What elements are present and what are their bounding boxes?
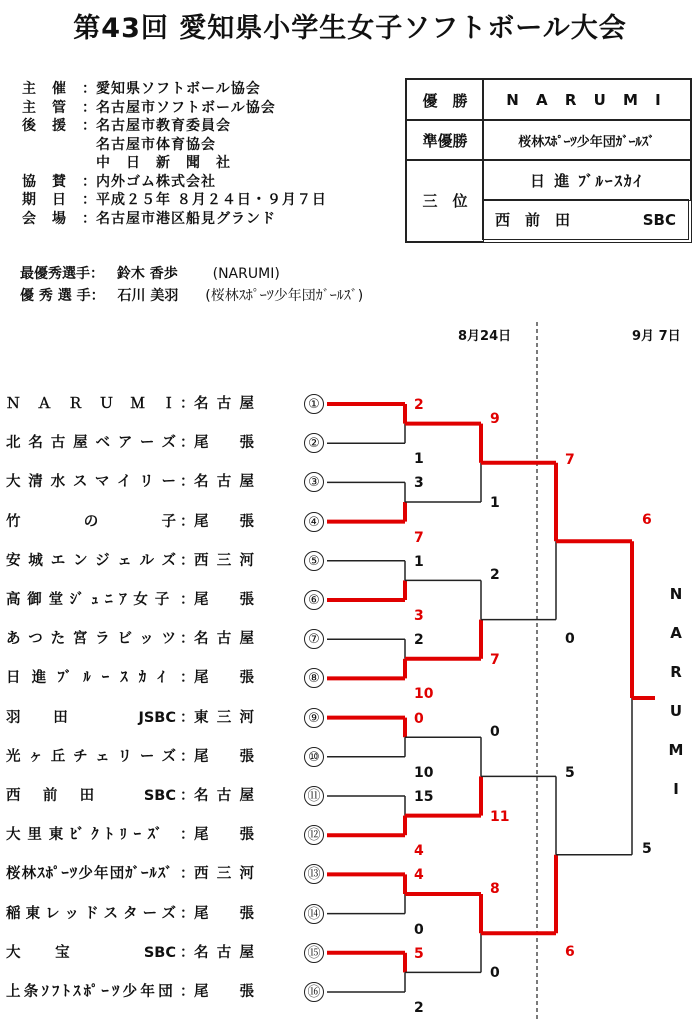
team-row xyxy=(6,786,254,806)
team-row xyxy=(6,943,254,963)
date-day2: 9月 7日 xyxy=(632,329,681,344)
team-name: 安城エンジェルズ xyxy=(6,552,176,569)
score-label: 3 xyxy=(414,608,424,624)
score-label: 0 xyxy=(414,921,424,938)
excellent-name: 石川 美羽 xyxy=(117,288,179,304)
score-label: 7 xyxy=(414,529,424,546)
team-name: 大清水スマイリー xyxy=(6,474,176,491)
seed-number: ② xyxy=(304,433,324,453)
team-name: 大里東ﾋﾞｸﾄﾘｰｽﾞ xyxy=(6,827,170,844)
info-separator: ： xyxy=(82,210,97,227)
team-name: ＮＡＲＵＭＩ xyxy=(6,396,176,412)
info-label: 協 賛 xyxy=(22,173,67,190)
team-region: 名古屋 xyxy=(194,396,254,412)
score-label: 1 xyxy=(414,451,424,468)
score-label: 7 xyxy=(490,651,500,668)
seed-number: ③ xyxy=(304,472,324,492)
team-row xyxy=(6,668,254,688)
team-name: 桜林ｽﾎﾟｰﾂ少年団ｶﾞｰﾙｽﾞ xyxy=(6,866,174,883)
page-title: 第43回 愛知県小学生女子ソフトボール大会 xyxy=(73,13,627,44)
score-label: 6 xyxy=(565,944,575,961)
seed-number: ⑯ xyxy=(304,982,324,1002)
team-name: 高御堂ｼﾞｭﾆｱ女子 xyxy=(6,592,176,608)
seed-number: ⑧ xyxy=(304,668,324,688)
score-label: 5 xyxy=(565,765,575,782)
winner-letter: N xyxy=(669,585,683,603)
team-region: 東三河 xyxy=(194,709,254,726)
team-colon: ： xyxy=(180,592,195,608)
runner-up-label: 準優勝 xyxy=(406,119,484,161)
runner-up-name: 桜林ｽﾎﾟｰﾂ少年団ｶﾞｰﾙｽﾞ xyxy=(482,119,691,161)
info-value: 内外ゴム株式会社 xyxy=(96,173,216,190)
score-label: 15 xyxy=(414,789,434,805)
mvp-name: 鈴木 香歩 xyxy=(116,266,178,282)
team-region: 名古屋 xyxy=(194,944,254,961)
team-colon: ： xyxy=(180,396,195,412)
team-name: 北名古屋ベアーズ xyxy=(6,435,176,452)
team-region: 尾張 xyxy=(194,513,254,530)
team-colon: ： xyxy=(180,631,195,648)
team-row xyxy=(6,551,254,571)
seed-number: ⑫ xyxy=(304,825,324,845)
score-label: 4 xyxy=(414,867,424,884)
info-label: 期 日 xyxy=(22,192,67,208)
team-name: 西前田 SBC xyxy=(6,788,176,804)
team-name: 上条ｿﾌﾄｽﾎﾟｰﾂ少年団 xyxy=(6,984,176,1000)
seed-number: ⑪ xyxy=(304,786,324,806)
team-colon: ： xyxy=(180,435,195,452)
info-value: 名古屋市体育協会 xyxy=(96,136,216,153)
team-colon: ： xyxy=(180,670,195,687)
seed-number: ① xyxy=(304,394,324,414)
team-colon: ： xyxy=(180,984,195,1000)
team-colon: ： xyxy=(180,944,195,961)
info-label: 会 場 xyxy=(22,210,67,227)
winner-letter: M xyxy=(668,741,684,759)
seed-number: ⑭ xyxy=(304,904,324,924)
seed-number: ⑨ xyxy=(304,708,324,728)
score-label: 10 xyxy=(414,764,434,781)
score-label: 4 xyxy=(414,843,424,860)
score-label: 2 xyxy=(414,397,424,413)
excellent-team: (桜林ｽﾎﾟｰﾂ少年団ｶﾞｰﾙｽﾞ) xyxy=(205,288,364,304)
score-label: 0 xyxy=(565,630,575,647)
team-name: 稲東レッドスターズ xyxy=(6,905,176,922)
team-colon: ： xyxy=(180,866,195,883)
third-team-2-tag: SBC xyxy=(642,210,676,229)
team-colon: ： xyxy=(180,905,195,922)
champion-label: 優 勝 xyxy=(406,79,484,121)
info-value: 名古屋市ソフトボール協会 xyxy=(96,99,276,116)
team-colon: ： xyxy=(180,748,195,765)
third-label: 三 位 xyxy=(406,159,484,242)
team-region: 尾張 xyxy=(194,984,254,1000)
info-separator: ： xyxy=(82,81,97,97)
team-row xyxy=(6,433,254,453)
team-name: 光ヶ丘チェリーズ xyxy=(6,748,176,765)
team-colon: ： xyxy=(180,474,195,491)
winner-letter: A xyxy=(670,624,682,642)
info-value: 中 日 新 聞 社 xyxy=(96,155,231,171)
team-region: 名古屋 xyxy=(194,788,254,804)
score-label: 5 xyxy=(414,945,424,962)
info-separator: ： xyxy=(82,99,97,116)
team-name: 竹の子 xyxy=(6,513,176,530)
score-label: 2 xyxy=(414,1000,424,1016)
info-value: 名古屋市教育委員会 xyxy=(96,118,231,134)
score-label: 7 xyxy=(565,451,575,468)
third-team-2-name: 西 前 田 xyxy=(495,211,571,229)
team-row xyxy=(6,747,254,767)
team-region: 名古屋 xyxy=(194,631,254,648)
team-colon: ： xyxy=(180,788,195,804)
info-separator: ： xyxy=(82,192,97,208)
score-label: 10 xyxy=(414,686,434,703)
score-label: 3 xyxy=(414,475,424,492)
team-colon: ： xyxy=(180,709,195,726)
score-label: 8 xyxy=(490,881,500,897)
seed-number: ⑬ xyxy=(304,864,324,884)
team-region: 西三河 xyxy=(194,552,254,569)
score-label: 9 xyxy=(490,410,500,427)
info-label: 主 管 xyxy=(22,99,67,116)
excellent-label: 優 秀 選 手： xyxy=(20,288,105,304)
mvp-team: (NARUMI) xyxy=(212,266,280,282)
score-label: 5 xyxy=(642,840,652,857)
champion-name: N A R U M I xyxy=(482,79,691,121)
score-label: 1 xyxy=(414,553,424,570)
winner-letter: R xyxy=(670,663,682,681)
winner-letter: I xyxy=(673,780,679,798)
team-colon: ： xyxy=(180,827,195,844)
team-row xyxy=(6,472,254,492)
team-colon: ： xyxy=(180,513,195,530)
seed-number: ⑥ xyxy=(304,590,324,610)
score-label: 2 xyxy=(414,632,424,649)
team-region: 尾張 xyxy=(194,435,254,452)
mvp-label: 最優秀選手： xyxy=(20,266,104,282)
info-separator: ： xyxy=(82,118,97,134)
winner-letter: U xyxy=(669,702,683,720)
score-label: 11 xyxy=(490,808,510,825)
team-name: 羽田 JSBC xyxy=(6,709,176,726)
team-row xyxy=(6,629,254,649)
team-region: 尾張 xyxy=(194,670,254,687)
score-label: 0 xyxy=(490,965,500,982)
team-row xyxy=(6,864,254,884)
team-name: あつた宮ラビッツ xyxy=(6,631,176,648)
team-region: 尾張 xyxy=(194,748,254,765)
team-name: 日進ﾌﾞﾙｰｽｶｲ xyxy=(6,670,176,687)
info-value: 平成２５年 ８月２４日・９月７日 xyxy=(96,192,327,208)
team-row xyxy=(6,982,254,1002)
score-label: 0 xyxy=(490,724,500,741)
team-region: 尾張 xyxy=(194,905,254,922)
team-colon: ： xyxy=(180,552,195,569)
team-region: 名古屋 xyxy=(194,474,254,491)
team-region: 西三河 xyxy=(194,866,254,883)
team-row xyxy=(6,394,254,414)
third-team-1: 日 進 ﾌﾞﾙｰｽｶｲ xyxy=(482,159,691,201)
seed-number: ⑦ xyxy=(304,629,324,649)
info-value: 愛知県ソフトボール協会 xyxy=(96,81,261,97)
team-row xyxy=(6,904,254,924)
seed-number: ④ xyxy=(304,512,324,532)
team-name: 大宝 SBC xyxy=(6,944,176,961)
score-label: 0 xyxy=(414,710,424,727)
team-row xyxy=(6,708,254,728)
team-row xyxy=(6,825,254,845)
date-day1: 8月24日 xyxy=(458,329,512,344)
team-row xyxy=(6,590,254,610)
info-separator: ： xyxy=(82,173,97,190)
score-label: 1 xyxy=(490,495,500,511)
info-value: 名古屋市港区船見グランド xyxy=(96,210,276,227)
team-row xyxy=(6,512,254,532)
seed-number: ⑤ xyxy=(304,551,324,571)
score-label: 6 xyxy=(642,512,652,529)
team-region: 尾張 xyxy=(194,592,254,608)
team-region: 尾張 xyxy=(194,827,254,844)
seed-number: ⑩ xyxy=(304,747,324,767)
info-label: 後 援 xyxy=(22,118,67,134)
score-label: 2 xyxy=(490,567,500,584)
seed-number: ⑮ xyxy=(304,943,324,963)
info-label: 主 催 xyxy=(22,81,67,97)
